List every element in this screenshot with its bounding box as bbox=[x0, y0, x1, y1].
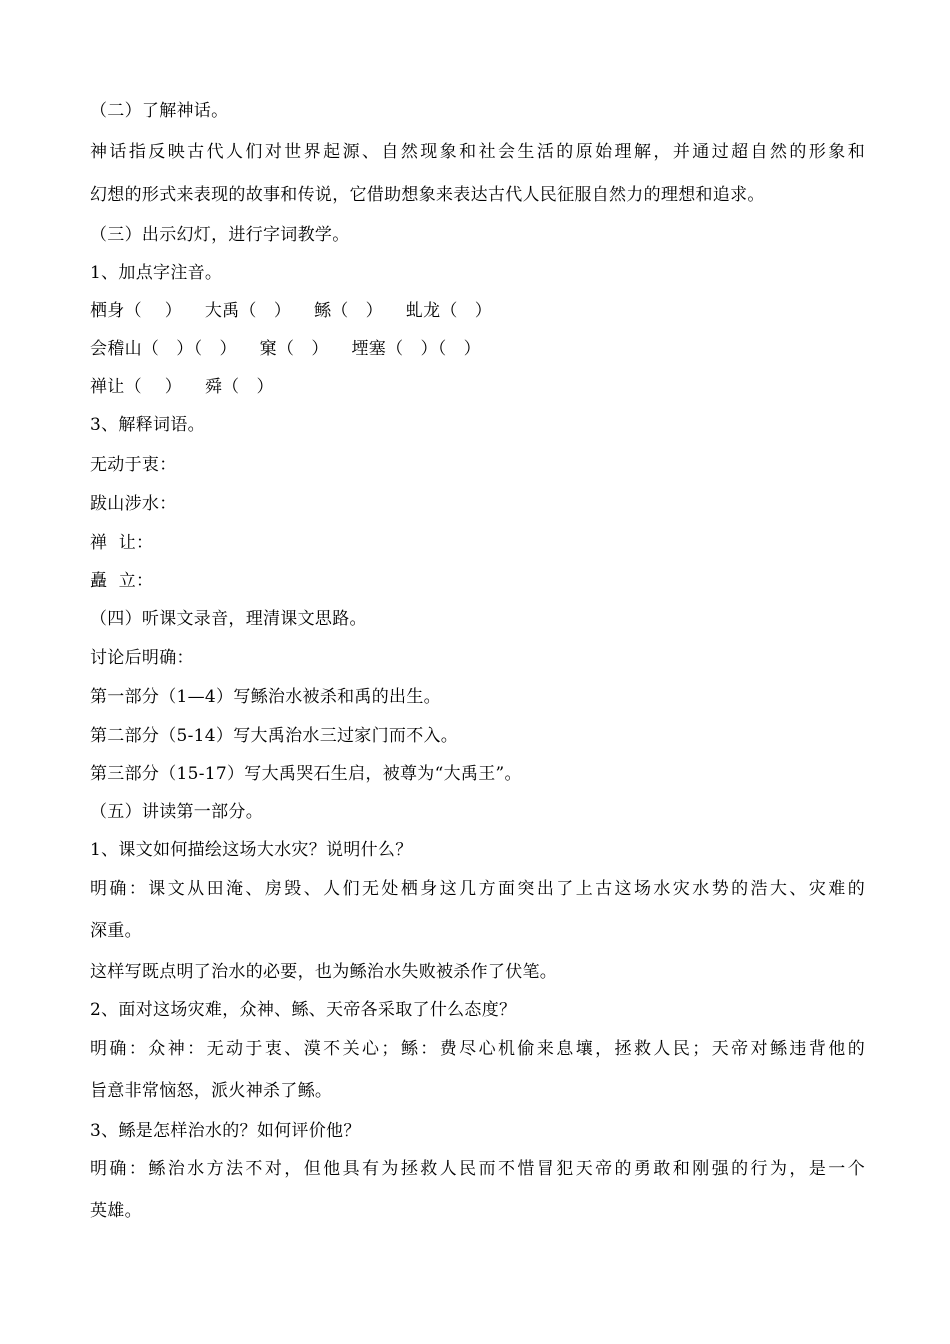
pinyin-row: 禅让（ ） 舜（ ） bbox=[90, 377, 274, 397]
section-heading-5: （五）讲读第一部分。 bbox=[90, 802, 263, 822]
vocab-entry: 跋山涉水： bbox=[90, 494, 177, 514]
paragraph-line: 幻想的形式来表现的故事和传说，它借助想象来表达古代人民征服自然力的理想和追求。 bbox=[90, 185, 765, 205]
answer-line: 深重。 bbox=[90, 921, 142, 941]
answer-line: 旨意非常恼怒，派火神杀了鲧。 bbox=[90, 1081, 333, 1101]
answer-line: 明确：课文从田淹、房毁、人们无处栖身这几方面突出了上古这场水灾水势的浩大、灾难的 bbox=[90, 879, 865, 899]
question-line: 1、课文如何描绘这场大水灾？说明什么？ bbox=[90, 840, 413, 860]
vocab-entry: 禅 让： bbox=[90, 533, 154, 553]
item-heading: 3、解释词语。 bbox=[90, 415, 205, 435]
pinyin-row: 栖身（ ） 大禹（ ） 鲧（ ） 虬龙（ ） bbox=[90, 301, 493, 321]
answer-line: 明确：鲧治水方法不对，但他具有为拯救人民而不惜冒犯天帝的勇敢和刚强的行为，是一个 bbox=[90, 1159, 865, 1179]
section-heading-3: （三）出示幻灯，进行字词教学。 bbox=[90, 225, 350, 245]
pinyin-row: 会稽山（ ）（ ） 窠（ ） 堙塞（ ）（ ） bbox=[90, 339, 481, 359]
section-heading-4: （四）听课文录音，理清课文思路。 bbox=[90, 609, 367, 629]
paragraph-line: 讨论后明确： bbox=[90, 648, 194, 668]
answer-line: 明确：众神：无动于衷、漠不关心；鲧：费尽心机偷来息壤，拯救人民；天帝对鲧违背他的 bbox=[90, 1039, 865, 1059]
paragraph-line: 这样写既点明了治水的必要，也为鲧治水失败被杀作了伏笔。 bbox=[90, 962, 558, 982]
section-heading-2: （二）了解神话。 bbox=[90, 101, 229, 121]
paragraph-line: 第二部分（5-14）写大禹治水三过家门而不入。 bbox=[90, 726, 459, 746]
item-heading: 1、加点字注音。 bbox=[90, 263, 223, 283]
answer-line: 英雄。 bbox=[90, 1201, 142, 1221]
question-line: 3、鲧是怎样治水的？如何评价他？ bbox=[90, 1121, 361, 1141]
question-line: 2、面对这场灾难，众神、鲧、天帝各采取了什么态度？ bbox=[90, 1000, 517, 1020]
paragraph-line: 第三部分（15-17）写大禹哭石生启，被尊为“大禹王”。 bbox=[90, 764, 522, 784]
vocab-entry: 矗 立： bbox=[90, 571, 154, 591]
vocab-entry: 无动于衷： bbox=[90, 455, 177, 475]
paragraph-line: 第一部分（1—4）写鲧治水被杀和禹的出生。 bbox=[90, 687, 441, 707]
paragraph-line: 神话指反映古代人们对世界起源、自然现象和社会生活的原始理解，并通过超自然的形象和 bbox=[90, 142, 865, 162]
